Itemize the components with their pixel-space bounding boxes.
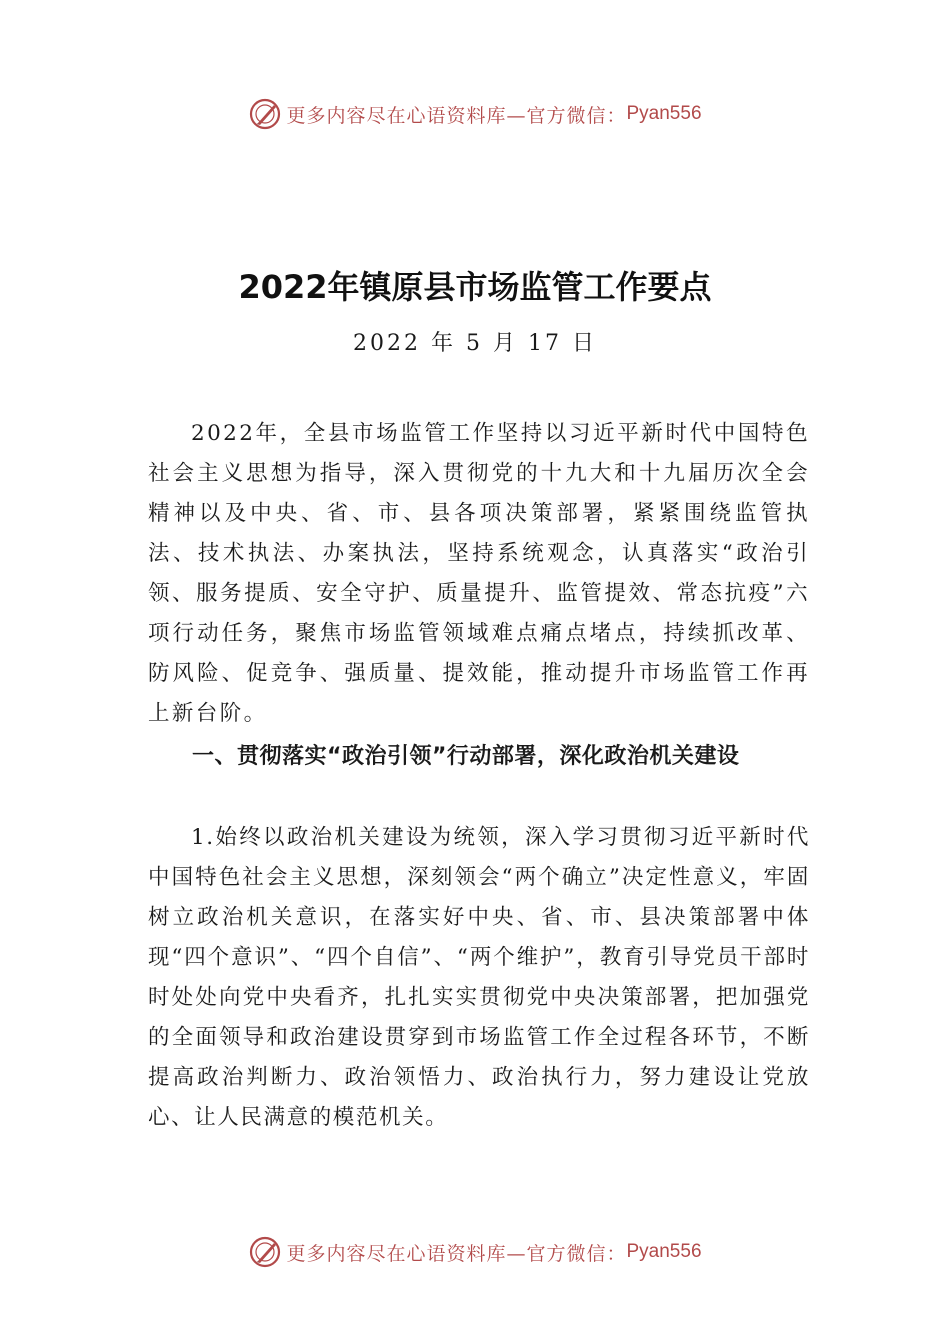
watermark-logo-icon — [248, 97, 282, 131]
document-date: 2022 年 5 月 17 日 — [353, 331, 597, 356]
section-heading: 一、贯彻落实“政治引领”行动部署，深化政治机关建设 — [192, 744, 740, 769]
watermark-logo-icon — [248, 1235, 282, 1269]
watermark-banner-bottom — [0, 1232, 950, 1272]
intro-paragraph: 2022年，全县市场监管工作坚持以习近平新时代中国特色社会主义思想为指导，深入贯彻党的十九大和十九届历次全会精神以及中央、省、市、县各项决策部署，紧紧围绕监管执法、技术执法、办案执法，坚持系统观念，认真落实“政治引领、服务提质、安全守护、质量提升、监管提效、常态抗疫”六项行动任务，聚焦市场监管领域难点痛点堵点，持续抓改革、防风险、促竞争、强质量、提效能，推动提升市场监管工作再上新台阶。 — [148, 421, 810, 726]
watermark-banner-top — [0, 94, 950, 134]
watermark-text: 更多内容尽在心语资料库—官方微信： — [286, 1242, 627, 1265]
document-title: 2022年镇原县市场监管工作要点 — [238, 268, 712, 306]
watermark-wechat-id: Pyan556 — [626, 103, 702, 124]
watermark-wechat-id: Pyan556 — [626, 1241, 702, 1262]
watermark-text: 更多内容尽在心语资料库—官方微信： — [286, 104, 627, 127]
section-item-paragraph: 1.始终以政治机关建设为统领，深入学习贯彻习近平新时代中国特色社会主义思想，深刻领会“两个确立”决定性意义，牢固树立政治机关意识，在落实好中央、省、市、县决策部署中体现“四个意识”、“四个自信”、“两个维护”，教育引导党员干部时时处处向党中央看齐，扎扎实实贯彻党中央决策部署，把加强党的全面领导和政治建设贯穿到市场监管工作全过程各环节，不断提高政治判断力、政治领悟力、政治执行力，努力建设让党放心、让人民满意的模范机关。 — [148, 825, 810, 1130]
